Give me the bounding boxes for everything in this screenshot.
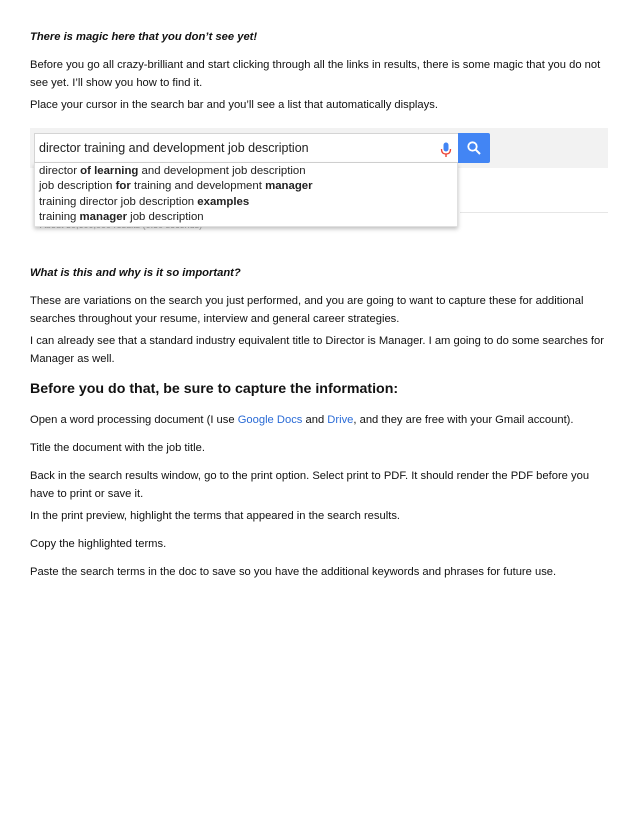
step-print-pdf-line2: have to print or save it. [30, 488, 144, 500]
search-query-text: director training and development job description [39, 141, 309, 155]
paragraph-intro-line1: Before you go all crazy-brilliant and start clicking through all the links in results, there is some magic that you do not [30, 59, 601, 71]
search-input[interactable] [34, 133, 458, 163]
suggestion-item[interactable]: job description for training and development manager [39, 180, 313, 192]
google-docs-link[interactable]: Google Docs [237, 414, 303, 426]
step-open-document: Open a word processing document (I use Google Docs and Drive, and they are free with your Gmail account). [30, 414, 574, 426]
section-heading-why: What is this and why is it so important? [30, 267, 241, 279]
suggestion-item[interactable]: director of learning and development job description [39, 165, 306, 177]
divider [460, 212, 608, 213]
autocomplete-dropdown [34, 163, 458, 227]
step-copy-terms: Copy the highlighted terms. [30, 538, 167, 550]
search-icon [467, 141, 481, 155]
microphone-icon[interactable] [440, 142, 452, 158]
paragraph-intro-line2: see yet. I’ll show you how to find it. [30, 77, 203, 89]
step-print-pdf-line1: Back in the search results window, go to the print option. Select print to PDF. It should render the PDF before you [30, 470, 590, 482]
paragraph-manager-line1: I can already see that a standard industry equivalent title to Director is Manager. I am going to do some searches for [30, 335, 604, 347]
section-heading-magic: There is magic here that you don’t see yet! [30, 31, 258, 43]
paragraph-intro [30, 56, 614, 92]
drive-link[interactable]: Drive [327, 414, 354, 426]
section-heading-capture: Before you do that, be sure to capture the information: [30, 381, 399, 397]
step-print-pdf [30, 467, 614, 503]
paragraph-manager-line2: Manager as well. [30, 353, 115, 365]
step-highlight-terms: In the print preview, highlight the terms that appeared in the search results. [30, 510, 401, 522]
suggestion-item[interactable]: training manager job description [39, 211, 204, 223]
step-paste-terms: Paste the search terms in the doc to save so you have the additional keywords and phrases for future use. [30, 566, 557, 578]
paragraph-manager [30, 332, 614, 368]
paragraph-cursor: Place your cursor in the search bar and you’ll see a list that automatically displays. [30, 99, 438, 111]
paragraph-variations [30, 292, 614, 328]
paragraph-variations-line2: searches throughout your resume, interview and general career strategies. [30, 313, 400, 325]
search-button[interactable] [458, 133, 490, 163]
suggestion-item[interactable]: training director job description examples [39, 196, 250, 208]
search-screenshot [30, 128, 608, 236]
step-title-document: Title the document with the job title. [30, 442, 205, 454]
paragraph-variations-line1: These are variations on the search you just performed, and you are going to want to capture these for additional [30, 295, 584, 307]
